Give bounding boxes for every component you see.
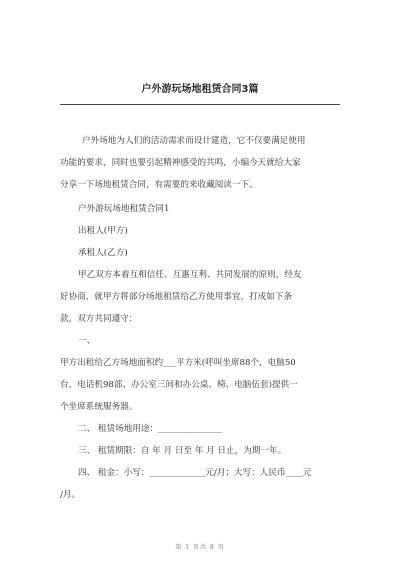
clause-1-line-3: 个坐席系统服务器。	[60, 402, 138, 412]
preamble-line-3: 款，双方共同遵守：	[60, 314, 138, 324]
intro-line-1: 户外场地为人们的活动需求而设计建造，它不仅要满足使用	[82, 136, 306, 146]
lessee-line: 承租人(乙方)	[78, 248, 128, 258]
document-title: 户外游玩场地租赁合同3篇	[141, 84, 259, 95]
page-footer: 第 1 页共 8 页	[175, 544, 225, 551]
clause-4-line-1: 四、 租金：小写：_____________元/月；大写：人民币____元	[78, 468, 312, 478]
preamble-line-1: 甲乙双方本着互相信任、互惠互利、共同发展的原则，经友	[78, 270, 302, 280]
contract-heading: 户外游玩场地租赁合同1	[78, 204, 170, 214]
clause-3-line: 三、 租赁期限：自 年 月 日至 年 月 日止，为期一年。	[78, 446, 287, 456]
intro-line-3: 分享一下场地租赁合同，有需要的来收藏阅读一下。	[60, 180, 258, 190]
intro-line-2: 功能的要求，同时也要引起精神感受的共鸣，小编今天就给大家	[60, 158, 301, 168]
lessor-line: 出租人(甲方)	[78, 226, 128, 236]
clause-4-line-2: /月。	[60, 490, 81, 500]
clause-2-line: 二、 租赁场地用途：_______________	[78, 424, 223, 434]
title-divider	[60, 104, 340, 105]
clause-1-heading: 一、	[78, 336, 96, 346]
clause-1-line-2: 台，电话机98部、办公室三间和办公桌、椅、电脑伍套)提供一	[60, 380, 298, 390]
clause-1-line-1: 甲方出租给乙方场地面积约___平方米(呼叫坐席88个，电脑50	[60, 358, 296, 368]
preamble-line-2: 好协商，就甲方将部分场地租赁给乙方使用事宜，打成如下条	[60, 292, 293, 302]
